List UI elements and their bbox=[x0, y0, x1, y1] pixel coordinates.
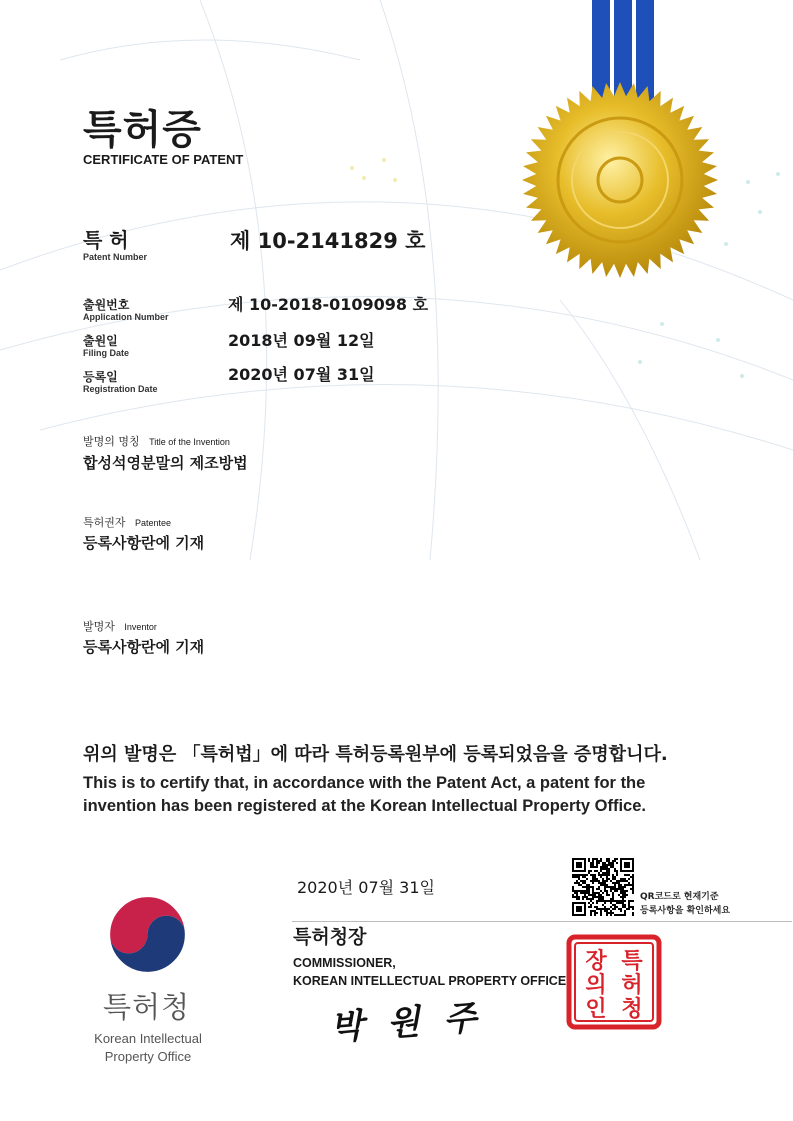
kipo-name-ko: 특허청 bbox=[103, 990, 191, 1024]
patentee-label-en: Patentee bbox=[135, 518, 172, 528]
invention-title-label-en: Title of the Invention bbox=[149, 437, 230, 447]
issue-date: 2020년 07월 31일 bbox=[297, 878, 435, 897]
application-number-label: 출원번호 bbox=[83, 298, 130, 312]
filing-date-label-en: Filing Date bbox=[83, 348, 130, 358]
certification-statement-en-line1: This is to certify that, in accordance with the Patent Act, a patent for the bbox=[83, 774, 646, 792]
registration-date-value: 2020년 07월 31일 bbox=[228, 365, 375, 384]
gold-seal bbox=[520, 80, 720, 280]
application-number-value: 제 10-2018-0109098 호 bbox=[228, 295, 429, 314]
official-red-seal bbox=[566, 934, 662, 1030]
commissioner-title-en1: COMMISSIONER, bbox=[293, 956, 396, 970]
kipo-emblem-icon bbox=[100, 885, 195, 975]
qr-note-line1: QR코드로 현재기준 bbox=[640, 892, 719, 902]
invention-title-label-ko: 발명의 명칭 bbox=[83, 435, 140, 448]
certificate-subtitle: CERTIFICATE OF PATENT bbox=[83, 152, 244, 167]
certificate-title: 특허증 bbox=[83, 107, 202, 153]
registration-date-label: 등록일 bbox=[83, 370, 118, 384]
invention-title-label bbox=[83, 433, 230, 449]
seal-character: 허 bbox=[621, 973, 643, 998]
inventor-value: 등록사항란에 기재 bbox=[83, 638, 205, 656]
certification-statement-en-line2: invention has been registered at the Korean Intellectual Property Office. bbox=[83, 797, 646, 815]
patent-number-label: 특 허 bbox=[83, 228, 129, 252]
kipo-name-en-line1: Korean Intellectual bbox=[94, 1031, 202, 1046]
signature bbox=[329, 995, 500, 1049]
patent-number-value: 제 10-2141829 호 bbox=[230, 229, 426, 253]
invention-title-value: 합성석영분말의 제조방법 bbox=[83, 454, 248, 472]
filing-date-label: 출원일 bbox=[83, 334, 118, 348]
certification-statement-ko: 위의 발명은 「특허법」에 따라 특허등록원부에 등록되었음을 증명합니다. bbox=[83, 744, 668, 765]
inventor-label-ko: 발명자 bbox=[83, 620, 115, 633]
commissioner-title-en2: KOREAN INTELLECTUAL PROPERTY OFFICE bbox=[293, 974, 567, 988]
patentee-value: 등록사항란에 기재 bbox=[83, 534, 205, 552]
seal-character: 특 bbox=[621, 949, 643, 974]
registration-date-label-en: Registration Date bbox=[83, 384, 158, 394]
divider-line bbox=[292, 921, 792, 922]
patent-number-label-en: Patent Number bbox=[83, 252, 148, 262]
inventor-label bbox=[83, 618, 157, 634]
inventor-label-en: Inventor bbox=[124, 622, 157, 632]
signature-text: 박 원 주 bbox=[329, 997, 484, 1049]
seal-character: 인 bbox=[585, 997, 607, 1022]
qr-code bbox=[572, 858, 634, 916]
application-number-label-en: Application Number bbox=[83, 312, 169, 322]
seal-character: 의 bbox=[585, 973, 607, 998]
filing-date-value: 2018년 09월 12일 bbox=[228, 331, 375, 350]
seal-character: 장 bbox=[585, 949, 607, 974]
qr-note-line2: 등록사항을 확인하세요 bbox=[640, 906, 731, 916]
commissioner-title-ko: 특허청장 bbox=[293, 926, 367, 948]
seal-character: 청 bbox=[621, 997, 643, 1022]
kipo-name-en-line2: Property Office bbox=[104, 1049, 192, 1064]
patentee-label bbox=[83, 514, 171, 530]
patentee-label-ko: 특허권자 bbox=[83, 516, 126, 529]
